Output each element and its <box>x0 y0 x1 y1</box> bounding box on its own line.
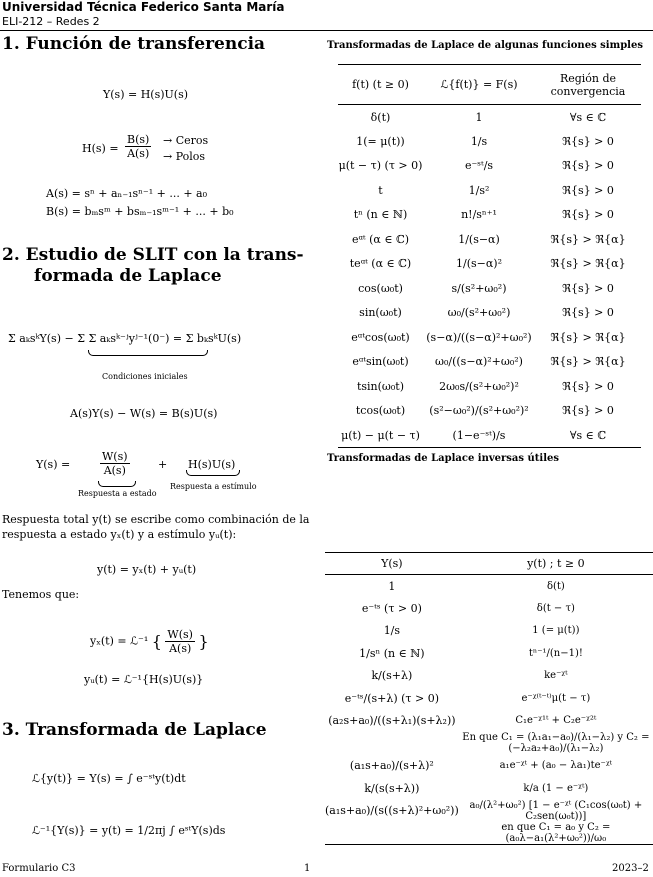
table1-cell: t <box>378 183 383 197</box>
cond-iniciales-label: Condiciones iniciales <box>102 372 188 381</box>
table2-row <box>325 777 653 800</box>
table1-row <box>338 276 641 301</box>
table2-row <box>325 665 653 688</box>
y-sum-equation: y(t) = yₓ(t) + yᵤ(t) <box>97 563 197 576</box>
table1-cell: ℜ{s} > 0 <box>562 159 614 173</box>
table1-cell: ∀s ∈ ℂ <box>569 428 607 442</box>
table2-row <box>325 800 653 823</box>
h-denominator: A(s) <box>127 147 150 160</box>
table1-cell: 1 <box>475 110 483 124</box>
section-3-title: 3. Transformada de Laplace <box>2 720 267 740</box>
table2-cell <box>325 822 459 845</box>
table2-cell: En que C₁ = (λ₁a₁−a₀)/(λ₁−λ₂) y C₂ = (−λ₂a₂+a₀)/(λ₁−λ₂) <box>462 732 650 755</box>
table1-cell: ℜ{s} > ℜ{α} <box>550 330 626 344</box>
table1-cell: 1/(s−α)² <box>456 257 502 271</box>
table1-cell: eᵅᵗ (α ∈ ℂ) <box>351 232 410 246</box>
inverse-laplace-table <box>325 552 653 845</box>
ceros-label: → Ceros <box>163 134 209 147</box>
laplace-definition: ℒ{y(t)} = Y(s) = ∫ e⁻ˢᵗy(t)dt <box>32 772 186 785</box>
yx-lhs: yₓ(t) = ℒ⁻¹ <box>90 634 149 648</box>
section-1-title: 1. Función de transferencia <box>2 34 266 54</box>
laplace-inverse-definition: ℒ⁻¹{Y(s)} = y(t) = 1/2πj ∫ eˢᵗY(s)ds <box>32 824 226 837</box>
table1-cell: eᵅᵗsin(ω₀t) <box>352 355 409 369</box>
table1-cell: sin(ω₀t) <box>359 306 402 320</box>
table2-cell: en que C₁ = a₀ y C₂ = (a₀λ−a₁(λ²+ω₀²))/ω₀ <box>501 822 611 844</box>
eq-y-hu: Y(s) = H(s)U(s) <box>103 88 189 101</box>
table2-cell: e⁻ᵗˢ/(s+λ) (τ > 0) <box>344 691 439 705</box>
yx-brace-close: } <box>198 632 209 651</box>
polos-label: → Polos <box>163 150 206 163</box>
table1-cell: eᵅᵗcos(ω₀t) <box>351 330 410 344</box>
table2-row <box>325 822 653 845</box>
table2-title: Transformadas de Laplace inversas útiles <box>327 453 560 464</box>
table1-cell: 1(= μ(t)) <box>356 134 405 148</box>
footer-right: 2023–2 <box>612 863 649 874</box>
tenemos-label: Tenemos que: <box>2 588 80 601</box>
table1-row <box>338 325 641 350</box>
table2-row <box>325 575 653 598</box>
ay-equation: A(s)Y(s) − W(s) = B(s)U(s) <box>70 407 218 420</box>
yx-equation <box>90 628 209 655</box>
table1-header-roc: Región de convergencia <box>550 71 626 98</box>
table2-cell: ke⁻ᵡᵗ <box>544 670 568 682</box>
table1-cell: ℜ{s} > 0 <box>562 306 614 320</box>
table1-cell: 1/s² <box>468 183 490 197</box>
table1-cell: δ(t) <box>370 110 391 124</box>
table1-header-ft: f(t) (t ≥ 0) <box>352 78 409 91</box>
table1-cell: ℜ{s} > 0 <box>562 134 614 148</box>
table1-cell: μ(t − τ) (τ > 0) <box>338 159 423 173</box>
table2-cell: k/(s(s+λ)) <box>364 781 420 795</box>
table1-cell: tⁿ (n ∈ ℕ) <box>353 208 408 222</box>
table1-cell: (s²−ω₀²)/(s²+ω₀²)² <box>429 404 529 418</box>
table1-cell: e⁻ˢᵗ/s <box>464 159 494 173</box>
table2-header-yt: y(t) ; t ≥ 0 <box>527 557 585 570</box>
plus-sign: + <box>158 458 168 471</box>
table1-cell: s/(s²+ω₀²) <box>451 281 507 295</box>
footer-left: Formulario C3 <box>2 863 76 874</box>
table2-cell: 1/sⁿ (n ∈ ℕ) <box>359 646 425 660</box>
table1-header-row <box>338 65 641 105</box>
table2-cell: (a₂s+a₀)/((s+λ₁)(s+λ₂)) <box>328 714 456 728</box>
table1-cell: μ(t) − μ(t − τ) <box>341 428 420 442</box>
table2-row <box>325 710 653 733</box>
table1-row <box>338 154 641 179</box>
table2-row <box>325 642 653 665</box>
table2-cell: C₁e⁻ᵡ¹ᵗ + C₂e⁻ᵡ²ᵗ <box>515 715 597 727</box>
table2-cell: (a₁s+a₀)/(s((s+λ)²+ω₀²)) <box>325 804 459 818</box>
table1-cell: (1−e⁻ˢᵗ)/s <box>452 428 506 442</box>
table1-cell: (s−α)/((s−α)²+ω₀²) <box>426 330 532 344</box>
table1-cell: ℜ{s} > 0 <box>562 379 614 393</box>
table1-cell: ∀s ∈ ℂ <box>569 110 607 124</box>
table1-title: Transformadas de Laplace de algunas funciones simples <box>327 40 643 51</box>
resp-estimulo-brace <box>186 470 240 476</box>
table1-cell: 2ω₀s/(s²+ω₀²)² <box>439 379 519 393</box>
table2-cell: 1/s <box>383 624 401 638</box>
table1-row <box>338 252 641 277</box>
table1-cell: ℜ{s} > ℜ{α} <box>550 257 626 271</box>
laplace-table <box>338 64 641 448</box>
table2-row <box>325 687 653 710</box>
table2-header-ys: Y(s) <box>381 557 403 570</box>
resp-total-line2: respuesta a estado yₓ(t) y a estímulo yᵤ(t): <box>2 528 237 541</box>
table1-cell: n!/sⁿ⁺¹ <box>461 208 497 222</box>
table1-cell: tcos(ω₀t) <box>355 404 406 418</box>
h-lhs: H(s) = <box>82 142 119 155</box>
h-numerator: B(s) <box>127 133 150 146</box>
table1-cell: ω₀/(s²+ω₀²) <box>447 306 511 320</box>
table1-cell: tsin(ω₀t) <box>356 379 405 393</box>
w-denominator: A(s) <box>103 464 126 477</box>
table1-row <box>338 374 641 399</box>
resp-estimulo-label: Respuesta a estímulo <box>170 482 257 491</box>
table2-cell: 1 <box>388 579 396 593</box>
table2-cell: k/a (1 − e⁻ᵡᵗ) <box>523 782 589 794</box>
table1-header-fs: ℒ{f(t)} = F(s) <box>440 78 518 91</box>
h-fraction <box>125 133 151 160</box>
table1-cell: ℜ{s} > ℜ{α} <box>550 355 626 369</box>
table2-cell: δ(t − τ) <box>536 602 575 614</box>
table1-cell: ω₀/((s−α)²+ω₀²) <box>435 355 523 369</box>
table2-cell: k/(s+λ) <box>371 669 413 683</box>
table1-row <box>338 301 641 326</box>
table2-row <box>325 732 653 755</box>
table1-cell: ℜ{s} > 0 <box>562 281 614 295</box>
section-2-title-line1: 2. Estudio de SLIT con la trans- <box>2 245 304 265</box>
table1-row <box>338 350 641 375</box>
table1-cell: 1/s <box>470 134 488 148</box>
table2-row <box>325 597 653 620</box>
hu-term: H(s)U(s) <box>188 458 236 471</box>
b-polynomial: B(s) = bₘsᵐ + bsₘ₋₁sᵐ⁻¹ + ... + b₀ <box>46 205 234 218</box>
table2-cell: δ(t) <box>546 580 565 592</box>
footer-page-number: 1 <box>304 863 311 874</box>
course-name: ELI-212 – Redes 2 <box>2 15 100 28</box>
table2-cell: 1 (= μ(t)) <box>532 625 580 637</box>
cond-iniciales-brace <box>88 350 208 356</box>
resp-estado-label: Respuesta a estado <box>78 489 157 498</box>
w-numerator: W(s) <box>102 450 128 463</box>
table1-cell: ℜ{s} > 0 <box>562 208 614 222</box>
table2-cell: e⁻ᵡ⁽ᵗ⁻ᵗ⁾μ(t − τ) <box>521 692 591 704</box>
table2-row <box>325 755 653 778</box>
table1-body <box>338 105 641 448</box>
table1-row <box>338 399 641 424</box>
yx-denominator: A(s) <box>169 642 192 655</box>
w-fraction <box>100 450 130 477</box>
table2-cell: a₁e⁻ᵡᵗ + (a₀ − λa₁)te⁻ᵡᵗ <box>499 760 613 772</box>
table1-row <box>338 203 641 228</box>
yx-numerator: W(s) <box>167 628 193 641</box>
yx-brace-open: { <box>151 632 162 651</box>
yu-equation: yᵤ(t) = ℒ⁻¹{H(s)U(s)} <box>84 673 204 686</box>
section-2-title-line2: formada de Laplace <box>34 266 222 286</box>
table2-cell: (a₁s+a₀)/(s+λ)² <box>349 759 434 773</box>
slit-equation: Σ aₖsᵏY(s) − Σ Σ aₖsᵏ⁻ʲyʲ⁻¹(0⁻) = Σ bₖsᵏU(s) <box>8 332 242 345</box>
table1-row <box>338 129 641 154</box>
table1-row <box>338 423 641 448</box>
table2-row <box>325 620 653 643</box>
resp-total-line1: Respuesta total y(t) se escribe como combinación de la <box>2 513 310 526</box>
y-lhs: Y(s) = <box>36 458 71 471</box>
table2-cell: a₀/(λ²+ω₀²) [1 − e⁻ᵡᵗ (C₁cos(ω₀t) + C₂sen(ω₀t))] <box>469 799 643 822</box>
table2-body <box>325 575 653 845</box>
table1-cell: ℜ{s} > 0 <box>562 183 614 197</box>
table1-cell: ℜ{s} > 0 <box>562 404 614 418</box>
table1-row <box>338 105 641 130</box>
table1-row <box>338 227 641 252</box>
table1-cell: 1/(s−α) <box>458 232 500 246</box>
table2-cell: e⁻ᵗˢ (τ > 0) <box>361 601 422 615</box>
table2-cell: tⁿ⁻¹/(n−1)! <box>528 647 583 659</box>
table1-cell: cos(ω₀t) <box>358 281 403 295</box>
header-rule <box>0 30 653 31</box>
table1-row <box>338 178 641 203</box>
university-name: Universidad Técnica Federico Santa María <box>2 0 285 14</box>
a-polynomial: A(s) = sⁿ + aₙ₋₁sⁿ⁻¹ + ... + a₀ <box>46 187 208 200</box>
resp-estado-brace <box>98 481 136 487</box>
table1-cell: teᵅᵗ (α ∈ ℂ) <box>349 257 412 271</box>
table2-header-row <box>325 553 653 575</box>
table1-cell: ℜ{s} > ℜ{α} <box>550 232 626 246</box>
table2-cell <box>325 732 459 755</box>
